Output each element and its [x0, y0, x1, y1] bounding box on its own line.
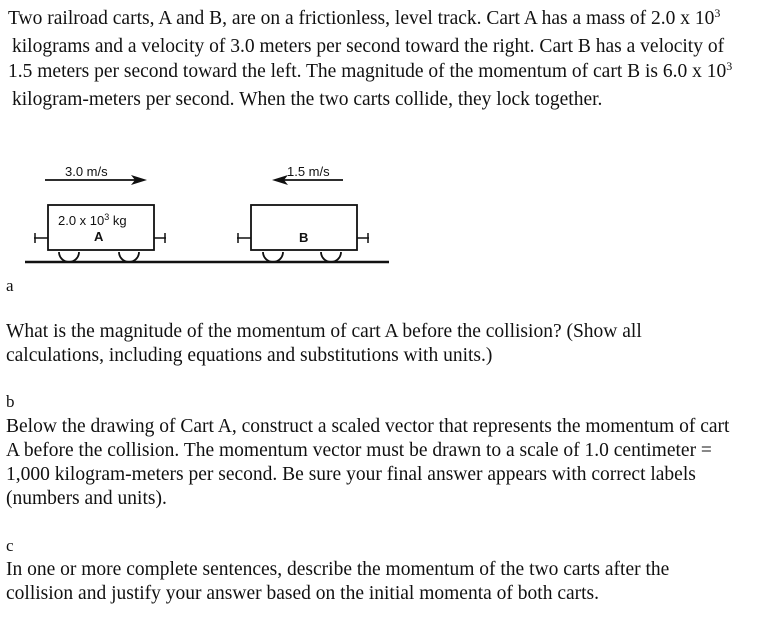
intro-line-4: kilogram-meters per second. When the two carts collide, they lock together.	[12, 88, 603, 110]
cart-a-label: A	[94, 229, 104, 244]
intro-line-3: 1.5 meters per second toward the left. The magnitude of the momentum of cart B is 6.0 x $10^3$	[8, 59, 733, 82]
problem-statement	[8, 6, 760, 112]
carts-diagram	[25, 152, 395, 270]
intro-exponent-3: 3	[726, 59, 733, 73]
part-c-line-2: collision and justify your answer based on the initial momenta of both carts.	[6, 583, 599, 604]
intro-line-1: Two railroad carts, A and B, are on a frictionless, level track. Cart A has a mass of 2.0 x $10^3$	[8, 6, 721, 29]
part-a-line-2: calculations, including equations and substitutions with units.)	[6, 345, 493, 366]
cart-b-label: B	[299, 230, 309, 245]
part-b-line-4: (numbers and units).	[6, 488, 167, 509]
part-b-question	[6, 415, 729, 511]
intro-exponent-1: 3	[714, 6, 721, 20]
part-c-line-1: In one or more complete sentences, describe the momentum of the two carts after the	[6, 559, 670, 580]
cart-b-velocity-label: 1.5 m/s	[287, 164, 330, 179]
part-a-line-1: What is the magnitude of the momentum of cart A before the collision? (Show all	[6, 321, 642, 342]
part-c-label: c	[6, 536, 14, 555]
part-a-question	[6, 320, 642, 368]
cart-a-mass-label: 2.0 x $10^3$ kg	[58, 212, 127, 228]
part-a-label: a	[6, 276, 14, 295]
part-c-question	[6, 558, 669, 606]
part-b-label: b	[6, 392, 15, 411]
part-b-line-3: 1,000 kilogram-meters per second. Be sure your final answer appears with correct labels	[6, 464, 696, 485]
cart-a-velocity-label: 3.0 m/s	[65, 164, 108, 179]
intro-line-2: kilograms and a velocity of 3.0 meters per second toward the right. Cart B has a velocity of	[12, 35, 725, 57]
part-b-line-2: A before the collision. The momentum vector must be drawn to a scale of 1.0 centimeter =	[6, 440, 712, 461]
part-b-line-1: Below the drawing of Cart A, construct a scaled vector that represents the momentum of cart	[6, 416, 730, 437]
